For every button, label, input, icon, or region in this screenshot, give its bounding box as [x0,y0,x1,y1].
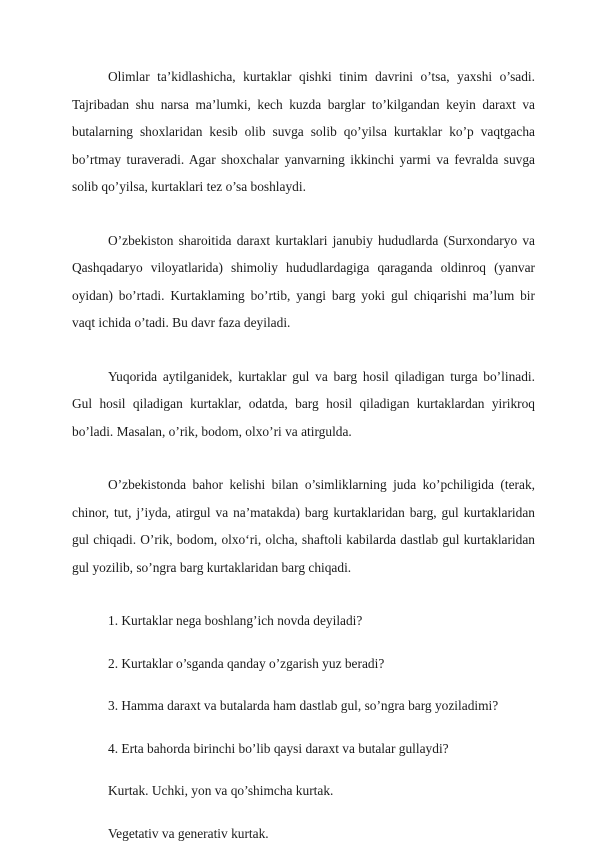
question-item: 2. Kurtaklar o’sganda qanday o’zgarish yuz beradi? [108,655,385,671]
questions-list [72,607,535,777]
paragraph-uzbekistan-conditions: O’zbekiston sharoitida daraxt kurtaklari janubiy hududlarda (Surxondaryo va Qashqadaryo viloyatlarida) shimoliy hududlardagiga qaraganda oldinroq (yanvar oyidan) bo’rtadi. Kurtaklaming bo’rtib, yangi barg yoki gul chiqarishi ma’lum bir vaqt ichida o’tadi. Bu davr faza deyiladi. [72,232,535,330]
question-item: 1. Kurtaklar nega boshlang’ich novda deyiladi? [108,613,363,628]
paragraph-spring-blooming: O’zbekistonda bahor kelishi bilan o’simliklarning juda ko’pchiligida (terak, chinor, tut, j’iyda, atirgul va na’matakda) barg kurtaklaridan barg, gul kurtaklaridan gul chiqadi. O’rik, bodom, olxo‘ri, olcha, shaftoli kabilarda dastlab gul kurtaklaridan gul yozilib, so’ngra barg kurtaklaridan barg chiqadi. [72,477,535,575]
document-page [72,63,535,847]
paragraph-bud-types: Yuqorida aytilganidek, kurtaklar gul va barg hosil qiladigan turga bo’linadi. Gul hosil qiladigan kurtaklar, odatda, barg hosil qiladigan kurtaklardan yirikroq bo’ladi. Masalan, o’rik, bodom, olxo’ri va atirgulda. [72,368,535,439]
paragraph-dormancy: Olimlar ta’kidlashicha, kurtaklar qishki tinim davrini o’tsa, yaxshi o’sadi. Tajribadan shu narsa ma’lumki, kech kuzda barglar to’kilgandan keyin daraxt va butalarning shoxlaridan kesib olib suvga solib qo’yilsa kurtaklar ko’p vaqtgacha bo’rtmay turaveradi. Agar shoxchalar yanvarning ikkinchi yarmi va fevralda suvga solib qo’yilsa, kurtaklari tez o’sa boshlaydi. [72,69,535,194]
question-item: 4. Erta bahorda birinchi bo’lib qaysi daraxt va butalar gullaydi? [108,740,449,756]
question-item: 3. Hamma daraxt va butalarda ham dastlab gul, so’ngra barg yoziladimi? [108,698,499,713]
key-terms [72,777,535,847]
term-item: Kurtak. Uchki, yon va qo’shimcha kurtak. [108,783,334,798]
term-item: Vegetativ va generativ kurtak. [108,825,269,841]
